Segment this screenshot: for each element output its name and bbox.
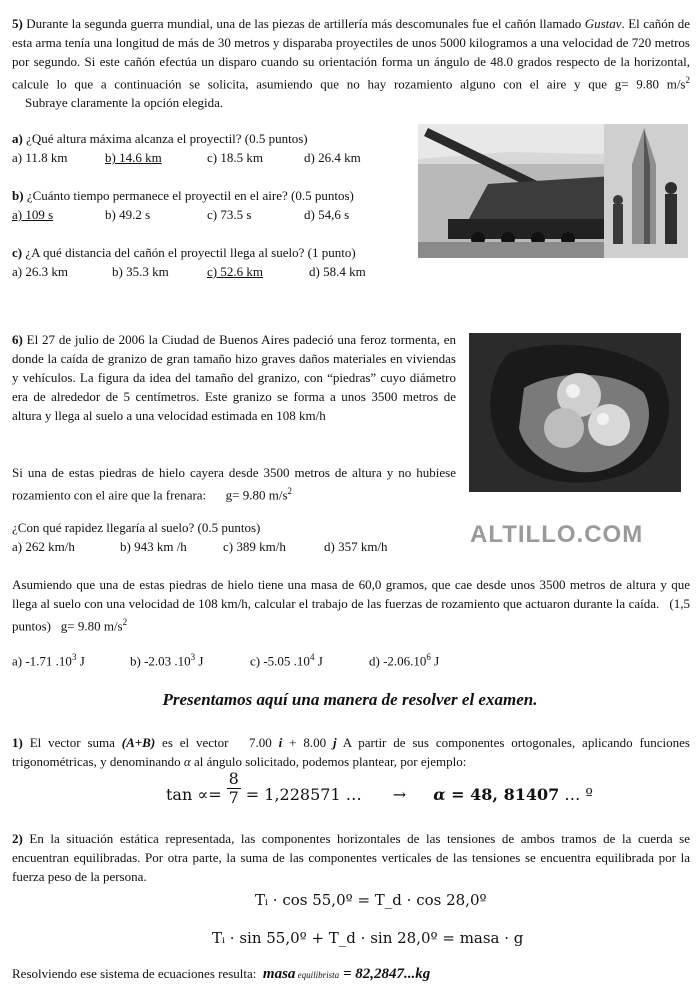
q6q2-option-a[interactable]: a) -1.71 $.10^3$ J (12, 652, 85, 669)
q5b-option-c[interactable]: c) 73.5 s (207, 207, 252, 222)
sol1-t5: al ángulo solicitado, podemos plantear, por ejemplo: (190, 754, 467, 769)
sol2-text (12, 829, 690, 886)
q5-gun-name: Gustav (584, 16, 622, 31)
eq-fraction (227, 770, 241, 807)
eq-frac-num: 8 (228, 769, 239, 788)
q6q1-option-c[interactable]: c) 389 km/h (223, 539, 286, 554)
arrow-icon: → (392, 785, 407, 804)
eq-alpha: α = (433, 785, 471, 804)
sol2-result-sub: equilibrista (295, 970, 340, 980)
q6q1-option-b[interactable]: b) 943 km /h (120, 539, 187, 554)
q6-intro-text: El 27 de julio de 2006 la Ciudad de Buenos Aires padeció una feroz tormenta, en donde la caída de granizo de gran tamaño hizo graves daños materiales en viviendas y vehículos. La figura da idea del tamaño del granizo, con “piedras” cuyo diámetro era de alrededor de 5 centímetros. Este granizo se forma a unos 3500 metros de altura y llega al suelo a una velocidad estimada en 108 km/h (12, 332, 456, 423)
sol1-t2: es el vector 7.00 (155, 735, 279, 750)
altillo-watermark-logo: ALTILLO.COM (470, 521, 644, 548)
q5b-text: ¿Cuánto tiempo permanece el proyectil en el aire? (0.5 puntos) (23, 188, 354, 203)
q5c-option-c-selected[interactable]: c) 52.6 km (207, 264, 263, 279)
q5a-option-d[interactable]: d) 26.4 km (304, 150, 361, 165)
eq-result (433, 785, 593, 804)
q5a-text: ¿Qué altura máxima alcanza el proyectil? (0.5 puntos) (22, 131, 308, 146)
q5c-option-b[interactable]: b) 35.3 km (112, 264, 169, 279)
sol1-t3: + 8.00 (282, 735, 333, 750)
q5a-option-b-selected[interactable]: b) 14.6 km (105, 150, 162, 165)
q5-intro (12, 14, 690, 112)
eq-tan-left: tan ∝= (166, 785, 222, 804)
sol2-number: 2) (12, 831, 23, 846)
q5c-option-d[interactable]: d) 58.4 km (309, 264, 366, 279)
q6-number: 6) (12, 332, 23, 347)
sol1-number: 1) (12, 735, 23, 750)
q6q2-option-d[interactable]: d) -2.06.10$^6$ J (369, 652, 440, 669)
q5c-label: c) (12, 245, 23, 260)
q6-question1: ¿Con qué rapidez llegaría al suelo? (0.5 puntos) (12, 520, 261, 535)
q5b-label: b) (12, 188, 24, 203)
sol2-result-value: = 82,2847...kg (339, 966, 431, 982)
sol1-alpha: α (183, 754, 191, 769)
q5-intro-a: Durante la segunda guerra mundial, una de las piezas de artillería más descomunales fue el cañón llamado (22, 16, 585, 31)
sol2-result-text: Resolviendo ese sistema de ecuaciones resulta: (12, 966, 263, 981)
solution-heading: Presentamos aquí una manera de resolver el examen. (162, 690, 538, 709)
q6q1-option-a[interactable]: a) 262 km/h (12, 539, 75, 554)
q5c-question (12, 243, 356, 262)
q6-para2-text: Si una de estas piedras de hielo cayera desde 3500 metros de altura y no hubiese rozamiento con el aire que la frenara: g= 9.80 m/s (12, 465, 460, 503)
sol1-equation (166, 770, 593, 807)
q6-para3 (12, 575, 694, 635)
q5c-option-a[interactable]: a) 26.3 km (12, 264, 68, 279)
q5a-question (12, 129, 308, 148)
sol2-body: En la situación estática representada, las componentes horizontales de las tensiones de ambos tramos de la cuerda se encuentran equilibradas. Por otra parte, la suma de las componentes verticales de las tensiones se encuentra equilibrada por la fuerza peso de la persona. (12, 831, 690, 884)
q5-intro-c: Subraye claramente la opción elegida. (12, 95, 224, 111)
q5a-option-a[interactable]: a) 11.8 km (12, 150, 68, 165)
q5c-text: ¿A qué distancia del cañón el proyectil llega al suelo? (1 punto) (22, 245, 356, 260)
q6-para2 (12, 463, 460, 504)
eq-frac-den: 7 (228, 788, 239, 807)
q6-para3-sup: 2 (122, 617, 128, 627)
sol2-result-masa: masa (262, 966, 296, 982)
q6q1-option-d[interactable]: d) 357 km/h (324, 539, 388, 554)
eq-alpha-value: 48, 81407 (470, 785, 560, 804)
hail-stones-photo (469, 333, 681, 492)
q5b-option-d[interactable]: d) 54,6 s (304, 207, 350, 222)
gustav-cannon-photo (418, 124, 688, 258)
sol1-t1: El vector suma (22, 735, 122, 750)
q5b-option-a-selected[interactable]: a) 109 s (12, 207, 54, 222)
q5-intro-b: . El cañón de esta arma tenía una longitud de más de 30 metros y disparaba proyectiles de unos 5000 kilogramos a una velocidad de 720 metros por segundo. Si este cañón efectúa un disparo cuando su orientación forma un ángulo de 48.0 grados respecto de la horizontal, calcule lo que a continuación se solicita, asumiendo que no hay rozamiento alguno con el aire y que g= 9.80 m/s (12, 16, 690, 92)
sol2-equation-1: Tᵢ · cos 55,0º = T_d · cos 28,0º (255, 891, 487, 909)
sol1-j: j (332, 735, 337, 750)
eq-mid: = 1,228571 … (245, 785, 362, 804)
q6-para2-sup: 2 (287, 486, 293, 496)
eq-deg: … º (559, 785, 593, 804)
sol1-i: i (278, 735, 283, 750)
sol1-vector: (A+B) (121, 735, 156, 750)
q6q2-option-c[interactable]: c) -5.05 $.10^4$ J (250, 652, 323, 669)
sol1-text (12, 733, 690, 771)
sol1-t4: A partir de sus componentes ortogonales, aplicando funciones trigonométricas, y denominando (12, 735, 690, 769)
sol2-equation-2: Tᵢ · sin 55,0º + T_d · sin 28,0º = masa · g (212, 929, 524, 947)
q5b-option-b[interactable]: b) 49.2 s (105, 207, 151, 222)
sol2-result (12, 964, 430, 985)
q6q2-option-b[interactable]: b) -2.03 $.10^3$ J (130, 652, 204, 669)
q5-sup: 2 (685, 75, 690, 85)
q5b-question (12, 186, 354, 205)
q5-number: 5) (12, 16, 23, 31)
q6-intro (12, 330, 456, 425)
q5a-option-c[interactable]: c) 18.5 km (207, 150, 263, 165)
q5a-label: a) (12, 131, 23, 146)
q6-para3-text: Asumiendo que una de estas piedras de hielo tiene una masa de 60,0 gramos, que cae desde unos 3500 metros de altura y que llega al suelo con una velocidad de 108 km/h, calcular el trabajo de las fuerzas de rozamiento que actuaron durante la caída. (1,5 puntos) g= 9.80 m/s (12, 577, 694, 634)
